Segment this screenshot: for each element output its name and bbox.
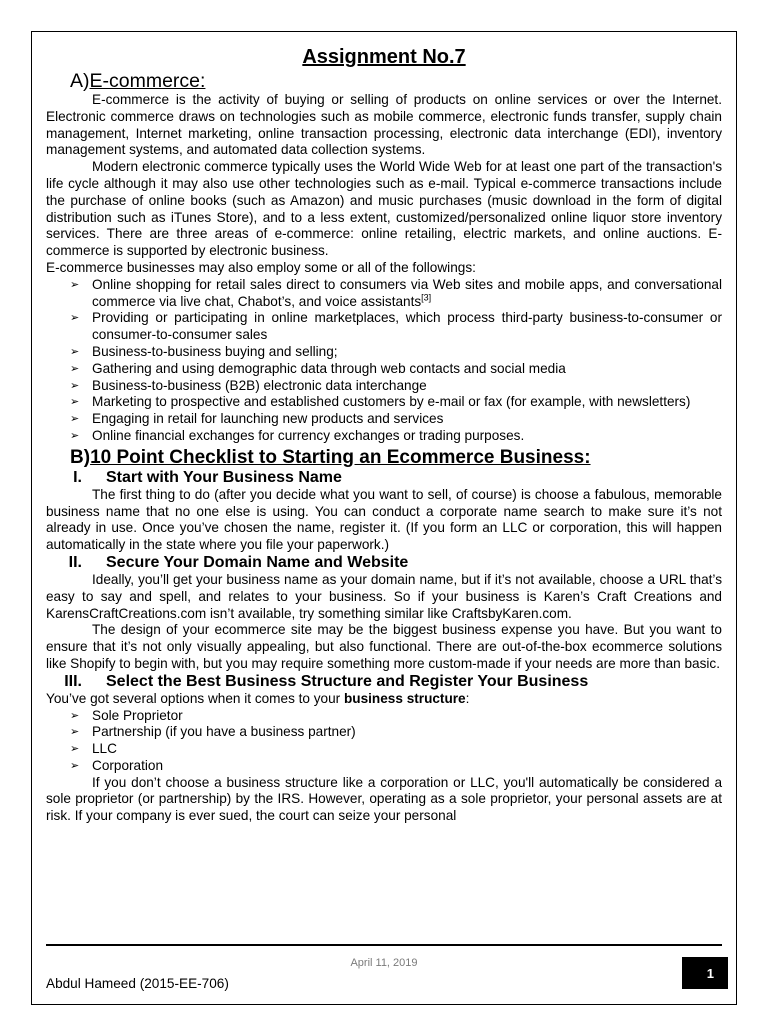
section-b-heading — [70, 447, 722, 469]
subsection-3-title: Select the Best Business Structure and Register Your Business — [106, 672, 589, 690]
list-item — [46, 428, 722, 445]
bullet-text: LLC — [92, 741, 117, 757]
list-item — [46, 378, 722, 395]
footer-divider — [46, 944, 722, 946]
section-a-paragraph-1: E-commerce is the activity of buying or selling of products on online services or over the Internet. Electronic commerce draws on technologies such as mobile commerce, electronic funds transfer, supply chain management, Internet marketing, online transaction processing, electronic data interchange (EDI), inventory management systems, and automated data collection systems. — [46, 92, 722, 158]
arrow-bullet-icon: ➢ — [70, 709, 80, 722]
list-item — [46, 758, 722, 775]
intro-bold-text: business structure — [343, 690, 466, 706]
bullet-text: Business-to-business buying and selling; — [92, 343, 338, 359]
list-item — [46, 411, 722, 428]
bullet-text: Gathering and using demographic data through web contacts and social media — [92, 360, 566, 376]
subsection-1-heading — [46, 469, 722, 487]
arrow-bullet-icon: ➢ — [70, 759, 80, 772]
section-b-label: B) — [70, 446, 91, 468]
list-item — [46, 708, 722, 725]
section-a-title: E-commerce: — [89, 70, 206, 92]
list-item — [46, 394, 722, 411]
section-a-heading — [70, 70, 722, 92]
subsection-2-paragraph-1: Ideally, you’ll get your business name as your domain name, but if it’s not available, choose a URL that’s easy to say and spell, and relates to your business. So if your business is Karen’s Craft Creations and KarensCraftCreations.com isn’t available, try something similar like CraftsbyKaren.com. — [46, 571, 722, 621]
bullet-text: Engaging in retail for launching new products and services — [92, 411, 444, 427]
bullet-text: Providing or participating in online marketplaces, which process third-party business-to-consumer or consumer-to-consumer sales — [92, 310, 722, 343]
subsection-3-paragraph: If you don’t choose a business structure like a corporation or LLC, you'll automatically be considered a sole proprietor (or partnership) by the IRS. However, operating as a sole proprietor, your personal assets are at risk. If your company is ever sued, the court can seize your personal — [46, 774, 722, 824]
arrow-bullet-icon: ➢ — [70, 413, 80, 426]
subsection-2-title: Secure Your Domain Name and Website — [106, 553, 409, 571]
subsection-3-heading — [46, 673, 722, 691]
subsection-1-title: Start with Your Business Name — [106, 468, 342, 486]
list-item — [46, 361, 722, 378]
subsection-3-intro — [46, 691, 722, 708]
bullet-text: Online financial exchanges for currency exchanges or trading purposes. — [92, 427, 525, 443]
section-a-bullet-list — [46, 277, 722, 445]
subsection-2-number: II. — [68, 553, 82, 571]
arrow-bullet-icon: ➢ — [70, 396, 80, 409]
arrow-bullet-icon: ➢ — [70, 743, 80, 756]
list-item — [46, 344, 722, 361]
footnote-reference[interactable]: [3] — [421, 292, 432, 303]
intro-text: You’ve got several options when it comes to your — [46, 690, 344, 706]
arrow-bullet-icon: ➢ — [70, 278, 80, 291]
bullet-text: Marketing to prospective and established customers by e-mail or fax (for example, with newsletters) — [92, 394, 691, 410]
subsection-3-number: III. — [64, 672, 82, 690]
list-item — [46, 310, 722, 344]
footer-author: Abdul Hameed (2015-EE-706) — [46, 976, 229, 991]
intro-colon: : — [465, 690, 470, 706]
bullet-text: Business-to-business (B2B) electronic data interchange — [92, 377, 427, 393]
list-item — [46, 724, 722, 741]
subsection-2-paragraph-2: The design of your ecommerce site may be the biggest business expense you have. But you want to ensure that it’s not only visually appealing, but also functional. There are out-of-the-box ecommerce solutions like Shopify to begin with, but you may require something more custom-made if your needs are more than basic. — [46, 622, 722, 671]
arrow-bullet-icon: ➢ — [70, 429, 80, 442]
section-a-paragraph-3: E-commerce businesses may also employ some or all of the followings: — [46, 259, 476, 275]
arrow-bullet-icon: ➢ — [70, 345, 80, 358]
list-item — [46, 277, 722, 311]
subsection-2-heading — [46, 554, 722, 572]
bullet-text: Sole Proprietor — [92, 707, 183, 723]
arrow-bullet-icon: ➢ — [70, 379, 80, 392]
page-number: 1 — [682, 957, 728, 989]
bullet-text: Partnership (if you have a business partner) — [92, 724, 356, 740]
bullet-text: Corporation — [92, 757, 164, 773]
section-b-title: 10 Point Checklist to Starting an Ecommerce Business: — [90, 446, 591, 468]
arrow-bullet-icon: ➢ — [70, 726, 80, 739]
section-a-paragraph-2: Modern electronic commerce typically uses the World Wide Web for at least one part of the transaction's life cycle although it may also use other technologies such as e-mail. Typical e-commerce transactions include the purchase of online books (such as Amazon) and music purchases (music download in the form of digital distribution such as iTunes Store), and to a less extent, customized/personalized online liquor store inventory services. There are three areas of e-commerce: online retailing, electric markets, and online auctions. E-commerce is supported by electronic business. — [46, 159, 722, 259]
subsection-1-paragraph: The first thing to do (after you decide what you want to sell, of course) is choose a fabulous, memorable business name that no one else is using. You can conduct a corporate name search to make sure it’s not already in use. Once you’ve chosen the name, register it. (If you form an LLC or corporation, this will happen automatically in the state where you file your paperwork.) — [46, 486, 722, 553]
footer-date: April 11, 2019 — [350, 957, 418, 969]
arrow-bullet-icon: ➢ — [70, 362, 80, 375]
subsection-3-bullet-list — [46, 708, 722, 775]
section-a-label: A) — [70, 70, 90, 92]
list-item — [46, 741, 722, 758]
document-body — [46, 44, 722, 825]
subsection-1-number: I. — [73, 468, 82, 486]
page-title: Assignment No.7 — [302, 46, 466, 68]
arrow-bullet-icon: ➢ — [70, 312, 80, 325]
bullet-text: Online shopping for retail sales direct to consumers via Web sites and mobile apps, and conversational commerce via live chat, Chabot’s, and voice assistants — [92, 276, 722, 309]
